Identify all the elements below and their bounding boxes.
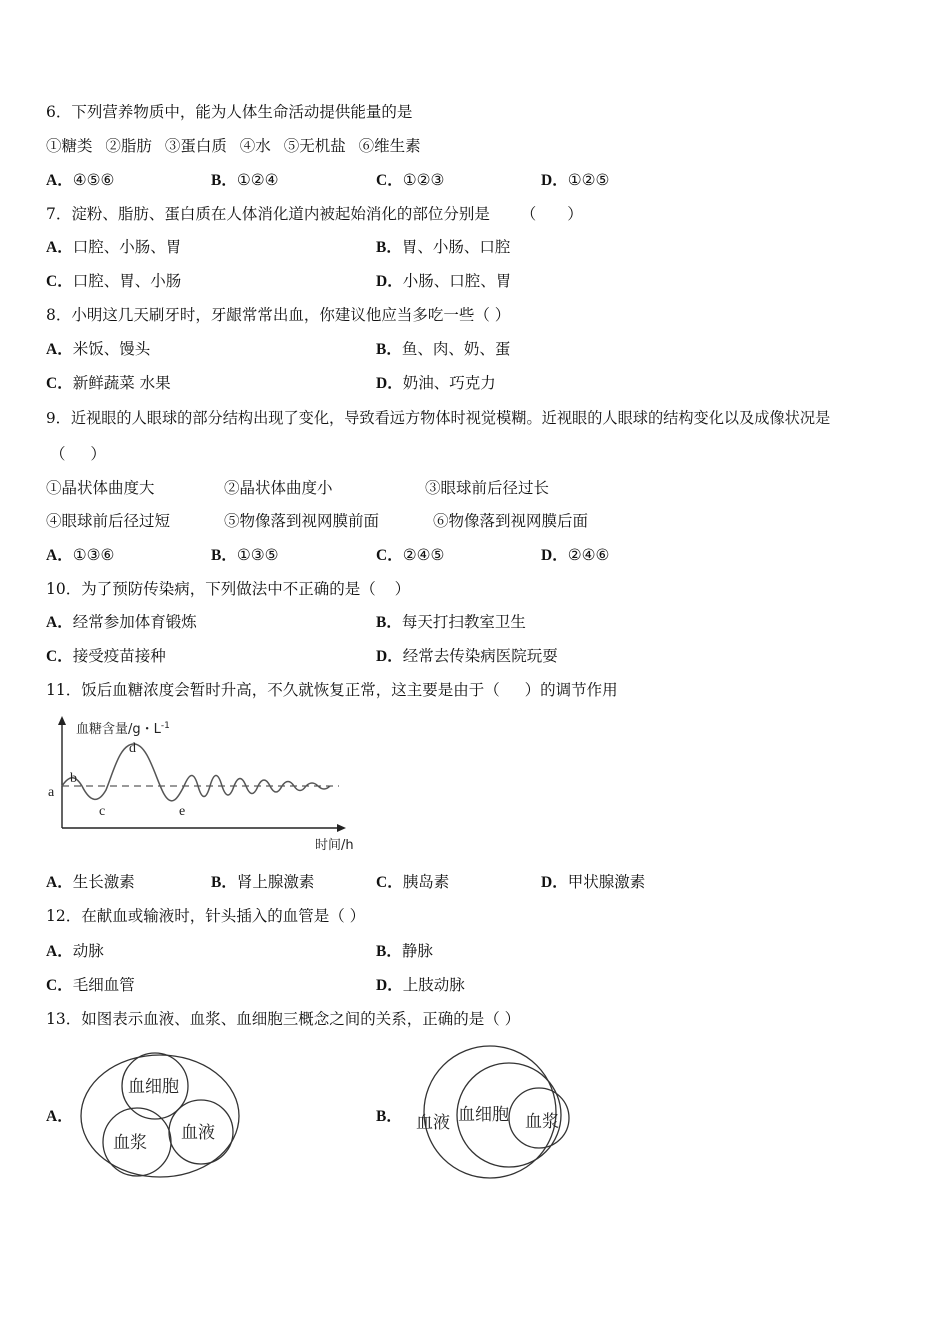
option-text: ④⑤⑥ [72,171,115,189]
q12-option-b [376,941,433,962]
x-axis-arrow [337,824,346,832]
option-text: 肾上腺激素 [236,873,315,891]
q11-option-b [211,872,314,893]
option-text: 上肢动脉 [402,976,465,994]
option-text: 新鲜蔬菜 水果 [72,374,171,392]
q12-option-c [46,975,135,996]
venn-diagram-a [78,1050,244,1182]
q6-option-b [211,170,279,191]
option-text: ①③⑤ [236,546,279,564]
q12-stem: 12．在献血或输液时，针头插入的血管是（ ） [46,907,366,925]
option-key: B． [376,239,402,256]
option-text: 甲状腺激素 [567,873,646,891]
q9-item-3: ③眼球前后径过长 [425,479,550,497]
q9-option-b [211,545,279,566]
q8-option-a [46,339,150,360]
blood-sugar-figure [44,714,364,859]
q9-option-d [541,545,609,566]
label-middle: 血细胞 [458,1105,509,1125]
q6-option-c [376,170,444,191]
q10-option-a [46,612,197,633]
option-key: B． [376,341,402,358]
q9-option-a [46,545,114,566]
q6-stem: 6．下列营养物质中，能为人体生命活动提供能量的是 [46,103,413,121]
option-key: A． [46,239,73,256]
option-text: 口腔、胃、小肠 [72,272,182,290]
option-text: 奶油、巧克力 [402,374,496,392]
q13-stem: 13．如图表示血液、血浆、血细胞三概念之间的关系，正确的是（ ） [46,1010,521,1028]
point-label-e: e [179,804,186,819]
option-text: 鱼、肉、奶、蛋 [401,340,511,358]
option-key: C． [376,874,403,891]
q11-option-c [376,872,449,893]
option-key: A． [46,874,73,891]
q12-option-a [46,941,104,962]
q7-option-b [376,237,510,258]
q9-item-4: ④眼球前后径过短 [46,512,171,530]
option-text: ①②⑤ [567,171,610,189]
q10-stem: 10．为了预防传染病，下列做法中不正确的是（ ） [46,580,411,598]
option-text: ①②③ [402,171,445,189]
option-text: ①③⑥ [72,546,115,564]
option-key: B． [376,943,402,960]
option-key: A． [46,172,73,189]
option-key: B． [376,1108,402,1125]
q13-option-b-key [376,1106,402,1127]
option-text: 胃、小肠、口腔 [401,238,511,256]
y-axis-label: 血糖含量/g・$L^{-1}$ [76,721,170,737]
q8-stem: 8．小明这几天刷牙时，牙龈常常出血，你建议他应当多吃一些（ ） [46,306,511,324]
q6-option-a [46,170,114,191]
q11-stem: 11．饭后血糖浓度会暂时升高，不久就恢复正常，这主要是由于（ ）的调节作用 [46,681,618,699]
venn-diagram-b [410,1044,576,1180]
option-text: 静脉 [401,942,433,960]
option-key: D． [376,977,403,994]
x-axis-label: 时间/h [315,838,354,853]
option-key: D． [376,648,403,665]
option-key: D． [541,874,568,891]
option-key: B． [211,172,237,189]
option-key: A． [46,1108,73,1125]
option-text: 接受疫苗接种 [72,647,166,665]
q9-option-c [376,545,444,566]
q6-option-d [541,170,609,191]
q7-stem: 7．淀粉、脂肪、蛋白质在人体消化道内被起始消化的部位分别是 （ ） [46,205,583,223]
option-key: C． [46,375,73,392]
q9-item-5: ⑤物像落到视网膜前面 [224,512,380,530]
option-key: D． [541,172,568,189]
blood-sugar-curve [62,744,330,801]
q9-item-6: ⑥物像落到视网膜后面 [433,512,589,530]
option-text: 每天打扫教室卫生 [401,613,526,631]
q7-option-a [46,237,181,258]
option-key: C． [46,977,73,994]
option-key: D． [376,273,403,290]
option-text: 胰岛素 [402,873,450,891]
option-key: B． [211,874,237,891]
label-bottom-right: 血液 [181,1123,215,1143]
option-text: ②④⑤ [402,546,445,564]
option-key: A． [46,943,73,960]
option-text: 经常去传染病医院玩耍 [402,647,558,665]
q10-option-b [376,612,526,633]
option-text: 小肠、口腔、胃 [402,272,512,290]
q6-items: ①糖类 ②脂肪 ③蛋白质 ④水 ⑤无机盐 ⑥维生素 [46,137,421,155]
option-key: A． [46,547,73,564]
option-key: D． [541,547,568,564]
option-text: 口腔、小肠、胃 [72,238,182,256]
option-text: 生长激素 [72,873,135,891]
label-outer: 血液 [416,1113,450,1133]
y-axis-arrow [58,716,66,725]
option-text: 毛细血管 [72,976,135,994]
option-text: ②④⑥ [567,546,610,564]
option-text: 米饭、馒头 [72,340,151,358]
q13-option-a-key [46,1106,73,1127]
option-key: C． [376,547,403,564]
option-key: B． [376,614,402,631]
q8-option-c [46,373,171,394]
label-top: 血细胞 [128,1077,179,1097]
q9-stem: 9．近视眼的人眼球的部分结构出现了变化，导致看远方物体时视觉模糊。近视眼的人眼球的结构变化以及成像状况是 [46,409,831,427]
option-key: D． [376,375,403,392]
q9-item-2: ②晶状体曲度小 [224,479,333,497]
option-key: C． [376,172,403,189]
option-text: 经常参加体育锻炼 [72,613,197,631]
q10-option-d [376,646,558,667]
label-bottom-left: 血浆 [113,1133,147,1153]
option-text: ①②④ [236,171,279,189]
q9-item-1: ①晶状体曲度大 [46,479,155,497]
point-label-a: a [48,785,55,800]
q7-option-d [376,271,511,292]
q9-paren: （ ） [50,445,106,463]
option-key: C． [46,273,73,290]
q8-option-b [376,339,510,360]
option-key: B． [211,547,237,564]
option-key: C． [46,648,73,665]
outer-ellipse [81,1055,239,1177]
q12-option-d [376,975,465,996]
option-key: A． [46,341,73,358]
option-key: A． [46,614,73,631]
q10-option-c [46,646,166,667]
point-label-d: d [129,741,136,756]
q11-option-d [541,872,645,893]
point-label-b: b [70,771,77,786]
q7-option-c [46,271,181,292]
option-text: 动脉 [72,942,104,960]
q11-option-a [46,872,135,893]
point-label-c: c [99,804,106,819]
q8-option-d [376,373,496,394]
label-inner: 血浆 [525,1112,559,1132]
